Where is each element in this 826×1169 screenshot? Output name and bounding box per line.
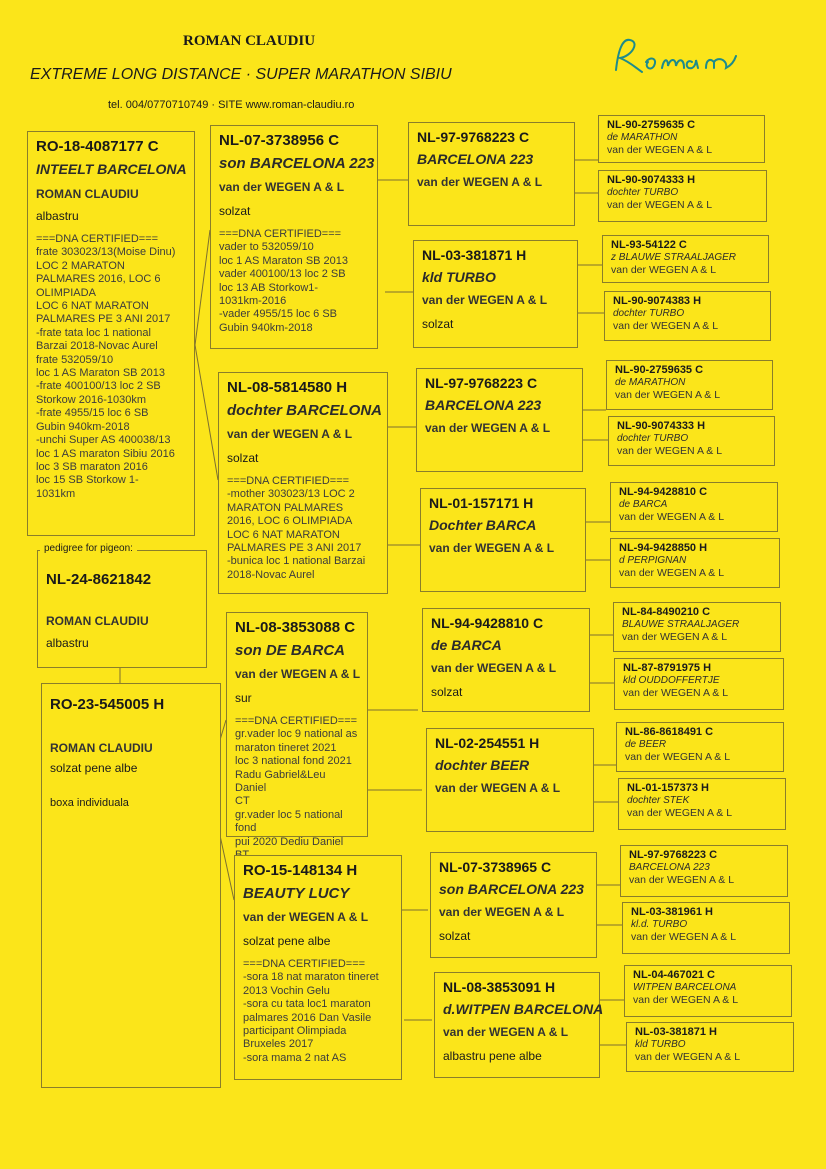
g3-ring: NL-97-9768223 C	[417, 129, 530, 145]
g4-ring: NL-87-8791975 H	[623, 662, 712, 674]
g2-notes	[243, 958, 393, 1065]
breeder-title: ROMAN CLAUDIU	[183, 33, 316, 49]
g4-box-11	[616, 722, 784, 772]
g2-notes	[235, 715, 359, 862]
g4-breeder: van der WEGEN A & L	[631, 931, 737, 943]
note-line: OLIMPIADA	[36, 286, 96, 299]
g4-breeder: van der WEGEN A & L	[607, 144, 713, 156]
g4-ring: NL-90-9074333 H	[607, 174, 696, 186]
note-line: -sora 18 nat maraton tineret	[243, 971, 379, 984]
g2-ring: NL-08-3853088 C	[235, 619, 356, 636]
g4-name: dochter TURBO	[613, 308, 685, 319]
note-line: 2018-Novac Aurel	[227, 568, 315, 581]
g2-color: solzat	[227, 451, 259, 465]
note-line: PALMARES 2016, LOC 6	[36, 273, 161, 286]
g4-name: de BARCA	[619, 499, 668, 510]
g3-name: de BARCA	[431, 637, 502, 653]
g4-breeder: van der WEGEN A & L	[607, 199, 713, 211]
note-line: Storkow 2016-1030km	[36, 393, 147, 406]
g4-name: WITPEN BARCELONA	[633, 982, 737, 993]
note-line: loc 13 AB Storkow1-	[219, 281, 319, 294]
g4-breeder: van der WEGEN A & L	[611, 264, 717, 276]
g4-ring: NL-90-2759635 C	[607, 119, 696, 131]
g4-name: kld OUDDOFFERTJE	[623, 675, 720, 686]
g2-name: son BARCELONA 223	[219, 155, 375, 172]
g4-ring: NL-94-9428850 H	[619, 542, 708, 554]
subject-box	[37, 550, 207, 668]
g3-ring: NL-97-9768223 C	[425, 375, 538, 391]
g4-box-6	[608, 416, 775, 466]
note-line: ===DNA CERTIFIED===	[219, 228, 342, 240]
note-line: -vader 4955/15 loc 6 SB	[219, 308, 338, 321]
dam-box	[41, 683, 221, 1088]
g2-color: sur	[235, 691, 252, 705]
g3-box-7	[430, 852, 597, 958]
note-line: LOC 2 MARATON	[36, 259, 125, 272]
g2-name: dochter BARCELONA	[227, 402, 383, 419]
g3-breeder: van der WEGEN A & L	[422, 293, 548, 307]
g4-breeder: van der WEGEN A & L	[623, 687, 729, 699]
g2-ring: RO-15-148134 H	[243, 862, 358, 879]
g4-name: de MARATHON	[607, 132, 678, 143]
note-line: maraton tineret 2021	[235, 741, 337, 754]
note-line: -unchi Super AS 400038/13	[36, 434, 171, 447]
note-line: vader 400100/13 loc 2 SB	[219, 268, 346, 281]
g3-breeder: van der WEGEN A & L	[439, 905, 565, 919]
g4-box-9	[613, 602, 781, 652]
g3-box-6	[426, 728, 594, 832]
note-line: 2013 Vochin Gelu	[243, 984, 330, 997]
note-line: gr.vader loc 9 national as	[235, 728, 358, 741]
g3-ring: NL-01-157171 H	[429, 495, 534, 511]
note-line: 2016, LOC 6 OLIMPIADA	[227, 515, 353, 528]
g4-name: dochter STEK	[627, 795, 690, 806]
g4-box-4	[604, 291, 771, 341]
note-line: -bunica loc 1 national Barzai	[227, 555, 366, 568]
g4-box-10	[614, 658, 784, 710]
note-line: PALMARES PE 3 ANI 2017	[36, 313, 171, 326]
g4-breeder: van der WEGEN A & L	[629, 874, 735, 886]
note-line: 1031km-2016	[219, 295, 287, 308]
g3-name: kld TURBO	[422, 269, 496, 285]
g4-ring: NL-90-9074383 H	[613, 295, 702, 307]
g2-notes	[227, 475, 379, 582]
g4-box-7	[610, 482, 778, 532]
g4-ring: NL-90-9074333 H	[617, 420, 706, 432]
g4-box-8	[610, 538, 780, 588]
note-line: -mother 303023/13 LOC 2	[227, 488, 355, 501]
g4-name: BARCELONA 223	[629, 862, 710, 873]
note-line: ===DNA CERTIFIED===	[36, 233, 159, 245]
g4-name: z BLAUWE STRAALJAGER	[611, 252, 737, 263]
g4-name: BLAUWE STRAALJAGER	[622, 619, 740, 630]
note-line: -frate tata loc 1 national	[36, 326, 151, 339]
g3-box-1	[408, 122, 575, 226]
g4-ring: NL-93-54122 C	[611, 239, 687, 251]
g3-name: BARCELONA 223	[425, 397, 542, 413]
note-line: PALMARES PE 3 ANI 2017	[227, 542, 362, 555]
note-line: frate 532059/10	[36, 353, 114, 366]
g2-color: solzat pene albe	[243, 934, 331, 948]
g2-breeder: van der WEGEN A & L	[227, 427, 353, 441]
g3-color: albastru pene albe	[443, 1049, 542, 1063]
dam-note: boxa individuala	[50, 797, 129, 809]
g4-breeder: van der WEGEN A & L	[625, 751, 731, 763]
g2-name: BEAUTY LUCY	[243, 885, 350, 902]
g3-color: solzat	[431, 685, 463, 699]
g3-box-3	[416, 368, 583, 472]
g4-name: kl.d. TURBO	[631, 919, 688, 930]
g2-breeder: van der WEGEN A & L	[219, 180, 345, 194]
note-line: Barzai 2018-Novac Aurel	[36, 340, 158, 353]
g2-box-3	[226, 612, 368, 848]
g3-box-2	[413, 240, 578, 348]
g4-ring: NL-86-8618491 C	[625, 726, 714, 738]
note-line: MARATON PALMARES	[227, 501, 344, 514]
g3-ring: NL-02-254551 H	[435, 735, 540, 751]
sire-color: albastru	[36, 209, 79, 223]
g4-ring: NL-03-381871 H	[635, 1026, 717, 1038]
note-line: -sora mama 2 nat AS	[243, 1051, 347, 1064]
g3-breeder: van der WEGEN A & L	[429, 541, 555, 555]
note-line: loc 1 AS Maraton SB 2013	[36, 367, 166, 380]
g4-breeder: van der WEGEN A & L	[622, 631, 728, 643]
g4-breeder: van der WEGEN A & L	[633, 994, 739, 1006]
g4-name: de MARATHON	[615, 377, 686, 388]
g4-ring: NL-97-9768223 C	[629, 849, 718, 861]
g4-box-15	[624, 965, 792, 1017]
dam-ring: RO-23-545005 H	[50, 696, 165, 713]
g2-box-1	[210, 125, 378, 349]
g3-ring: NL-94-9428810 C	[431, 615, 544, 631]
note-line: -sora cu tata loc1 maraton	[243, 998, 371, 1011]
g3-ring: NL-07-3738965 C	[439, 859, 552, 875]
sire-breeder: ROMAN CLAUDIU	[36, 187, 139, 201]
g3-name: dochter BEER	[435, 757, 530, 773]
g4-box-1	[598, 115, 765, 163]
g3-breeder: van der WEGEN A & L	[431, 661, 557, 675]
g4-box-14	[622, 902, 790, 954]
g3-breeder: van der WEGEN A & L	[425, 421, 551, 435]
g4-name: kld TURBO	[635, 1039, 686, 1050]
note-line: ===DNA CERTIFIED===	[227, 475, 350, 487]
g4-box-13	[620, 845, 788, 897]
g4-ring: NL-90-2759635 C	[615, 364, 704, 376]
note-line: loc 15 SB Storkow 1-	[36, 474, 139, 487]
dam-color: solzat pene albe	[50, 761, 138, 775]
g4-ring: NL-01-157373 H	[627, 782, 709, 794]
g2-color: solzat	[219, 204, 251, 218]
sire-ring: RO-18-4087177 C	[36, 138, 159, 155]
g2-ring: NL-08-5814580 H	[227, 379, 348, 396]
sire-notes	[36, 233, 186, 501]
note-line: palmares 2016 Dan Vasile	[243, 1011, 372, 1024]
note-line: -frate 4955/15 loc 6 SB	[36, 407, 149, 420]
g2-breeder: van der WEGEN A & L	[243, 910, 369, 924]
pedigree-label: pedigree for pigeon:	[40, 543, 137, 554]
g4-breeder: van der WEGEN A & L	[635, 1051, 741, 1063]
g2-box-2	[218, 372, 388, 594]
g3-color: solzat	[439, 929, 471, 943]
g4-name: dochter TURBO	[617, 433, 689, 444]
g4-box-5	[606, 360, 773, 410]
g3-name: d.WITPEN BARCELONA	[443, 1001, 604, 1017]
note-line: LOC 6 NAT MARATON	[227, 528, 340, 541]
note-line: vader to 532059/10	[219, 241, 314, 254]
g4-name: d PERPIGNAN	[619, 555, 687, 566]
note-line: Bruxeles 2017	[243, 1038, 314, 1051]
g2-name: son DE BARCA	[235, 642, 346, 659]
g4-ring: NL-94-9428810 C	[619, 486, 708, 498]
note-line: ===DNA CERTIFIED===	[235, 715, 358, 727]
g3-box-8	[434, 972, 604, 1078]
g4-breeder: van der WEGEN A & L	[619, 511, 725, 523]
note-line: pui 2020 Dediu Daniel	[235, 835, 344, 848]
note-line: participant Olimpiada	[243, 1025, 347, 1038]
note-line: loc 1 AS Maraton SB 2013	[219, 254, 349, 267]
g4-ring: NL-03-381961 H	[631, 906, 713, 918]
dam-breeder: ROMAN CLAUDIU	[50, 741, 153, 755]
g2-notes	[219, 228, 369, 335]
note-line: CT	[235, 795, 250, 808]
g4-breeder: van der WEGEN A & L	[627, 807, 733, 819]
g4-breeder: van der WEGEN A & L	[613, 320, 719, 332]
g3-color: solzat	[422, 317, 454, 331]
note-line: 1031km	[36, 487, 76, 500]
g4-breeder: van der WEGEN A & L	[615, 389, 721, 401]
note-line: gr.vader loc 5 national fond	[235, 808, 343, 835]
sire-name: INTEELT BARCELONA	[36, 161, 187, 177]
g2-ring: NL-07-3738956 C	[219, 132, 340, 149]
subject-ring: NL-24-8621842	[46, 571, 152, 588]
note-line: ===DNA CERTIFIED===	[243, 958, 366, 970]
g3-name: BARCELONA 223	[417, 151, 534, 167]
g3-box-4	[420, 488, 586, 592]
g3-ring: NL-08-3853091 H	[443, 979, 556, 995]
note-line: Gubin 940km-2018	[36, 420, 130, 433]
g4-ring: NL-84-8490210 C	[622, 606, 711, 618]
g3-breeder: van der WEGEN A & L	[443, 1025, 569, 1039]
g4-name: de BEER	[625, 739, 667, 750]
note-line: loc 3 SB maraton 2016	[36, 460, 148, 473]
g3-ring: NL-03-381871 H	[422, 247, 527, 263]
g3-breeder: van der WEGEN A & L	[435, 781, 561, 795]
sire-box	[27, 131, 195, 536]
subject-breeder: ROMAN CLAUDIU	[46, 614, 149, 628]
note-line: loc 1 AS maraton Sibiu 2016	[36, 447, 175, 460]
g2-box-4	[234, 855, 402, 1080]
note-line: Radu Gabriel&Leu Daniel	[235, 768, 326, 795]
subject-color: albastru	[46, 636, 89, 650]
g4-ring: NL-04-467021 C	[633, 969, 715, 981]
note-line: -frate 400100/13 loc 2 SB	[36, 380, 161, 393]
handwritten-signature	[610, 32, 740, 82]
note-line: Gubin 940km-2018	[219, 321, 313, 334]
contact-line: tel. 004/0770710749 · SITE www.roman-claudiu.ro	[108, 99, 355, 111]
g4-name: dochter TURBO	[607, 187, 679, 198]
g3-name: son BARCELONA 223	[439, 881, 584, 897]
note-line: loc 3 national fond 2021	[235, 755, 352, 768]
g4-box-3	[602, 235, 769, 283]
g4-box-2	[598, 170, 767, 222]
note-line: LOC 6 NAT MARATON	[36, 300, 149, 313]
tagline: EXTREME LONG DISTANCE · SUPER MARATHON SIBIU	[30, 66, 452, 83]
g2-breeder: van der WEGEN A & L	[235, 667, 361, 681]
note-line: frate 303023/13(Moise Dinu)	[36, 246, 176, 259]
g4-breeder: van der WEGEN A & L	[617, 445, 723, 457]
g4-breeder: van der WEGEN A & L	[619, 567, 725, 579]
g4-box-16	[626, 1022, 794, 1072]
g4-box-12	[618, 778, 786, 830]
g3-name: Dochter BARCA	[429, 517, 537, 533]
g3-breeder: van der WEGEN A & L	[417, 175, 543, 189]
g3-box-5	[422, 608, 590, 712]
